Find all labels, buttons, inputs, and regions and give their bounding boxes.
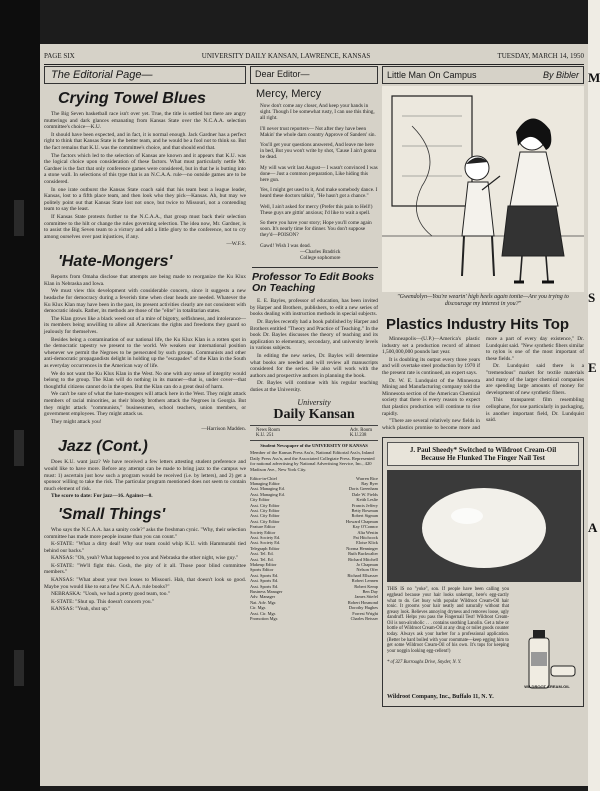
staff-person: Eloise Klick: [356, 540, 378, 546]
news-room-label: News Room: [256, 427, 280, 433]
article-body: [250, 298, 378, 393]
paragraph: Minneapolis—(U.P.)—America's plastic industry set a production record of almost 1,500,000,000 pounds last year.: [382, 336, 480, 356]
paragraph: Besides being a contamination of our national life, the Ku Klux Klan is a rotten spot in the democratic tapestry we present to the world. We weaken our international position whenever we permit the Negroes to be persecuted by such groups. Communists and other anti-democratic propagandists delight in holding up the "escapades" of the Klan in the South as everyday occurrences in the American way of life.: [44, 336, 246, 369]
paragraph: If Kansas State protests further to the N.C.A.A., that group must back their selection committee to the hilt or change the rules governing selection. The idea now, Mr. Gardner, is to assist the Big Seven team to a victory and add a little glory to the conference, not to cry among ourselves over past injustices, if any.: [44, 213, 246, 240]
paragraph: KANSAS: "Yeah, shut up.": [51, 606, 111, 613]
letter-author: —Charles Bradrick: [300, 248, 341, 255]
article-body: [44, 527, 246, 613]
masthead: [250, 398, 378, 423]
paper-name: UNIVERSITY DAILY KANSAN, LAWRENCE, KANSAS: [201, 52, 371, 60]
paragraph: They might attack you!: [51, 418, 102, 425]
staff-role: Asst. City Editor: [250, 518, 280, 524]
poem-title: Mercy, Mercy: [256, 88, 322, 100]
poem-stanza: Well, I ain't asked for mercy (Prefer this pain to Hell!) These guys are gittin' anxious; I'd like to wait a spell.: [260, 203, 373, 216]
staff-person: Forrest Wright: [352, 610, 378, 616]
phone-numbers: [250, 425, 378, 441]
paragraph: It should have been expected, and in fact, it is normal enough. Jack Gardner has a perfect right to think that Kansas State is the better team, and he would be a fool not to think so. But the fact remains that K.U. was the committee's choice, and that should end that.: [44, 131, 246, 151]
article-headline: Professor To Edit Books On Teaching: [252, 267, 378, 294]
page-number: PAGE SIX: [44, 52, 75, 60]
ad-headline-line: Because He Flunked The Finger Nail Test: [421, 454, 545, 463]
paragraph: Dr. W. E. Lundquist of the Minnesota Mining and Manufacturing company told the Minnesota section of the American Chemical society that there is every reason to expect that plastics production will continue to rise rapidly.: [382, 377, 480, 417]
staff-person: Robert Kemp: [354, 583, 378, 589]
adjacent-page-edge: [588, 0, 600, 791]
poem-stanza: My will was writ last August— I wasn't convinced I was done— Just a common preparation, Like hiding this here gun.: [260, 164, 378, 184]
article-headline: Crying Towel Blues: [58, 90, 206, 107]
egg-illustration: [387, 470, 581, 582]
article-headline: 'Hate-Mongers': [58, 253, 173, 271]
staff-role: Asst. Society Ed.: [250, 540, 281, 546]
staff-role: Feature Editor: [250, 524, 276, 530]
staff-role: Cir. Mgr.: [250, 605, 266, 611]
staff-person: James Stiefel: [354, 594, 378, 600]
staff-role: Society Editor: [250, 529, 276, 535]
staff-person: Ben Day: [362, 589, 378, 595]
staff-role: Asst. Sports Ed.: [250, 583, 279, 589]
letters-column: [250, 66, 378, 784]
ad-headline-line: J. Paul Sheedy* Switched to Wildroot Cream-Oil: [409, 446, 557, 455]
staff-role: Telegraph Editor: [250, 545, 280, 551]
binding-hole: [14, 650, 24, 686]
product-bottle-icon: [525, 626, 577, 696]
staff-role: Asst. Sports Ed.: [250, 578, 279, 584]
article-body: [44, 459, 246, 500]
staff-role: Promotion Mgr.: [250, 616, 279, 622]
staff-person: Keith Leslie: [356, 497, 378, 503]
staff-person: Charles Beisser: [350, 616, 378, 622]
paragraph: We do not want the Ku Klux Klan in the West. No one with any sense of integrity would belong to the group. The Klan will do nothing in its manner—that is, under cover—that thoughtful citizens cannot do in the open. But the Klan can do a great deal of harm.: [44, 370, 246, 390]
staff-role: Asst. Managing Ed.: [250, 486, 285, 492]
adjacent-page-letter: S: [588, 290, 596, 305]
staff-role: Adv. Manager: [250, 594, 276, 600]
staff-person: Robert Sigman: [351, 513, 378, 519]
adjacent-page-letter: A: [588, 520, 598, 535]
staff-role: Sports Editor: [250, 567, 274, 573]
paragraph: In editing the new series, Dr. Bayles will determine what books are needed and will review all manuscripts considered for the series. He also will work with the authors and prospective authors in planning the book.: [250, 353, 378, 379]
page-header: [44, 52, 584, 64]
issue-date: TUESDAY, MARCH 14, 1950: [497, 52, 584, 60]
staff-role: Makeup Editor: [250, 562, 277, 568]
adv-room-phone: K.U.238: [349, 432, 367, 438]
article-body: [44, 111, 246, 240]
paragraph: K-STATE: "What a dirty deal! Why our team could whip K.U. with Hammurabi tied behind our backs.": [44, 541, 246, 554]
paragraph: Does K.U. want jazz? We have received a few letters attesting student preference and would like to have more. Before any attempt can be made to bring jazz to the campus we must: 1) ascertain just how such a program would be received (i.e. by letters), and 2) get a sponsor willing to take the risk. The particular program mentioned does not seem to contain much element of risk.: [44, 459, 246, 492]
staff-role: Asst. Sports Ed.: [250, 572, 279, 578]
masthead-university: University: [297, 397, 331, 407]
paragraph: K-STATE: "Shut up. This doesn't concern you.": [51, 598, 155, 605]
adv-room-label: Adv. Room: [349, 427, 372, 433]
adv-room: [350, 428, 372, 438]
staff-row: [250, 616, 378, 621]
ad-copy: THIS IS no "yoke", son. If people have been calling you egghead because your hair looks unkempt, here's egg-zactly what to do. Get busy with popular Wildroot Cream-Oil hair tonic. It grooms your hair neatly and naturally without that greasy look. Relieves annoying dryness and removes loose, ugly dandruff. Helps you pass the Fingernail Test! Wildroot Cream-Oil is non-alcoholic . . . contains soothing Lanolin. Get a tube or bottle of Wildroot Cream-Oil at any drug or toilet goods counter today. Always ask your barber for a professional application. (Better be hard boiled with your roommate—keep egging him to get some Wildroot Cream-Oil of his own. It's tops for keeping your noggin looking egg-cellent!): [387, 587, 509, 654]
staff-person: Alta Westin: [357, 529, 378, 535]
staff-role: Business Manager: [250, 589, 283, 595]
staff-role: Asst. City Editor: [250, 502, 280, 508]
poem-stanza: I'll never trust reporters— Not after they have been Makin' the whole darn country Approve of Sanders' sin.: [260, 125, 376, 138]
staff-person: Francis Jeffery: [351, 502, 378, 508]
letter-author-title: College sophomore: [300, 255, 341, 262]
staff-role: Nat. Adv. Mgr.: [250, 599, 277, 605]
newspaper-page: [40, 44, 588, 786]
staff-list: [250, 476, 378, 622]
product-label: WILDROOT CREAM-OIL: [524, 684, 570, 690]
masthead-info: Member of the Kansas Press Ass'n, National Editorial Ass'n, Inland Daily Press Ass'n, and the Associated Collegiate Press. Represented for national advertising by National Advertising Service, Inc., 420 Madison Ave., New York City.: [250, 450, 375, 472]
staff-person: Richard Ellsasser: [347, 572, 378, 578]
news-room-phone: K.U. 251: [256, 432, 274, 438]
paragraph: It is doubling its output every three years and will overtake steel production by 1970 if the present rate is continued, an expert says.: [382, 356, 480, 376]
staff-person: Warren Rice: [356, 475, 378, 481]
article-body: [44, 274, 246, 425]
paragraph: This transparent film resembling cellophane, for use particularly in packaging, is another important field, Dr. Lundquist said.: [486, 397, 584, 424]
article-signature: —Harrison Madden.: [201, 426, 246, 433]
staff-person: Betty Bowman: [351, 507, 378, 513]
masthead-tagline: Student Newspaper of the UNIVERSITY OF KANSAS: [260, 442, 368, 448]
paragraph: In one irate outburst the Kansas State coach said that his team beat a league leader, Kansas, lost to a fifth place team, and then look who they pick—Kansas. Ah, but may we politely point out that Kansas State lost not once, but twice to Missouri, not a contending team to say the least.: [44, 186, 246, 213]
binding-edge: [0, 0, 40, 791]
article-body: [382, 336, 584, 431]
article-signature: —W.F.S.: [226, 241, 246, 248]
staff-role: Asst. City Editor: [250, 513, 280, 519]
cartoon-header: [382, 66, 584, 84]
paragraph: Dr. Bayles recently had a book published by Harper and Brothers entitled "Theory and Practice of Teaching." In the book Dr. Bayles discusses the theory of teaching and its application to elementary, secondary, and university levels in various subjects.: [250, 319, 378, 352]
staff-role: Asst. Managing Ed.: [250, 491, 285, 497]
ad-headline: [387, 442, 579, 466]
news-room: [256, 428, 280, 438]
editorial-section-title: The Editorial Page—: [44, 66, 246, 84]
paragraph: KANSAS: "Oh, yeah? What happened to you and Nebraska the other night, wise guy.": [51, 555, 239, 562]
staff-role: Asst. Society Ed.: [250, 535, 281, 541]
adjacent-page-letter: M: [588, 70, 600, 85]
editorial-column: [44, 66, 246, 784]
staff-person: Kay O'Connor: [352, 524, 378, 530]
staff-person: Norma Henninger: [346, 545, 378, 551]
paragraph: The Klan grows like a black weed out of a mire of bigotry, selfishness, and intolerance—its members being unwilling to allow all Americans the rights and freedoms they guard so jealously for themselves.: [44, 315, 246, 336]
poem-stanza: So there you have your story; Hope you'll come again soon. It's nearly time for dinner. You don't suppose they'd—POISON?: [260, 220, 372, 239]
paragraph: NEBRASKA: "Uouh, we had a pretty good team, too.": [51, 591, 170, 598]
poem-stanza: Yes, I might get used to it, And make somebody dance. I heard these doctors talkin', "He hasn't got a chance.": [260, 187, 378, 200]
staff-person: Ruth Buckwalter: [348, 551, 378, 557]
staff-role: Editor-in-Chief: [250, 475, 277, 481]
poem-stanza: You'll get your questions answered, And leave me here in bed, But you won't write by shot, 'Cause I ain't gonna be dead.: [260, 142, 377, 161]
staff-person: Richard Mitchell: [348, 556, 378, 562]
binding-hole: [14, 430, 24, 466]
paragraph: The Big Seven basketball race isn't over yet. True, the title is settled but there are angry mutterings and dark glances emanating from Kansas State over the N.C.A.A. selection committee's choice—K.U.: [44, 111, 246, 131]
cartoon-drawing: [382, 86, 584, 292]
ad-address: * of 327 Burroughs Drive, Snyder, N. Y.: [387, 660, 462, 666]
ad-footer: Wildroot Company, Inc., Buffalo 11, N. Y.: [387, 694, 494, 701]
staff-role: Asst. City Editor: [250, 507, 280, 513]
paragraph: KANSAS: "What about your two losses to Missouri. Hah, that doesn't look so good. Maybe you would like to eat a few N.C.A.A. rule books?": [44, 577, 246, 590]
paragraph: Dr. Bayles will continue with his regular teaching duties at the University.: [250, 380, 378, 393]
cartoon-illustration: [382, 86, 584, 292]
poem: [250, 103, 378, 261]
staff-role: Managing Editor: [250, 480, 280, 486]
staff-role: Asst. Cir. Mgr.: [250, 610, 276, 616]
staff-person: Ray Byer: [361, 480, 378, 486]
staff-person: Pat Hitchcock: [353, 535, 378, 541]
article-headline: 'Small Things': [58, 505, 166, 523]
paragraph: "There are several relatively new fields in which plastics promise to become more and more a part of every day existence," Dr. Lundquist said. "New synthetic fibers similar to nylon is one of the most important of these fields.": [382, 336, 584, 431]
paragraph: K-STATE: "We'll fight this. Gosh, the pity of it all. Those poor blind committee members.": [44, 562, 246, 576]
paragraph: Who says the N.C.A.A. has a sanity code?" asks the freshman cynic. "Why, their selection committee has made more people insane than you can count.": [44, 526, 246, 540]
adjacent-page-letter: E: [588, 360, 597, 375]
staff-role: City Editor: [250, 497, 270, 503]
staff-person: Dale W. Fields: [352, 491, 378, 497]
paragraph: E. E. Bayles, professor of education, has been invited by Harper and Brothers, publishers, to edit a new series of books dealing with instruction methods in special subjects.: [250, 298, 378, 318]
paragraph: Reports from Omaha disclose that attempts are being made to reorganize the Ku Klux Klan in Nebraska and Iowa.: [44, 274, 246, 287]
staff-person: Doris Greenham: [348, 486, 378, 492]
staff-person: Howard Chapman: [345, 518, 378, 524]
paragraph: We can't be sure of what the hate-mongers will attack here in the West. They might attack members of racial minorities, as their bloody brothers attack the Negroes in Georgia. But they might attack "communists," businessmen, school teachers, union members, or government employees. They might attack us.: [44, 391, 246, 418]
letters-section-title: Dear Editor—: [250, 66, 378, 84]
right-column: [382, 66, 584, 784]
ad-photo: [387, 470, 579, 582]
header-rule: [44, 64, 584, 65]
staff-person: Robert Hosmond: [347, 599, 378, 605]
staff-role: Asst. Tel. Ed.: [250, 551, 274, 557]
wildroot-advertisement: [382, 437, 584, 707]
staff-person: Nelson Ofer: [356, 567, 378, 573]
masthead-title: Daily Kansan: [273, 406, 355, 422]
staff-person: Dorothy Hughes: [348, 605, 378, 611]
binding-hole: [14, 200, 24, 236]
staff-person: Robert Lennen: [351, 578, 378, 584]
letter-closing: Gawd! Wish I was dead.: [260, 242, 311, 249]
cartoon-byline: By Bibler: [542, 70, 579, 80]
paragraph: We must view this development with considerable concern, since it suggests a new headache for democracy during a feverish time when clear heads are needed. Whatever the Ku Klux Klan may have been in the past, its present activities clearly are not consistent with democratic ideals. Rather, its methods are those of the "elite" in totalitarian states.: [44, 288, 246, 315]
cartoon-title: Little Man On Campus: [387, 70, 477, 80]
paragraph: Dr. Lundquist said there is a "tremendous" market for textile materials and many of the larger chemical companies are spending large amounts of money for development of new synthetic fibers.: [486, 363, 584, 396]
paragraph: The score to date: For jazz—16. Against—0.: [51, 493, 153, 500]
article-headline: Plastics Industry Hits Top: [386, 316, 570, 333]
cartoon-caption: "Gwendolyn—You're wearin' high heels again tonite—Are you trying to discourage my interest in you?": [397, 294, 569, 307]
staff-role: Asst. Tel. Ed.: [250, 556, 274, 562]
article-headline: Jazz (Cont.): [58, 438, 148, 456]
staff-person: Jo Chapman: [356, 562, 378, 568]
poem-stanza: Now don't come any closer, And keep your hands in sight. Though I be somewhat rusty, I can use this thing, all right.: [260, 103, 375, 122]
paragraph: The factors which led to the selection of Kansas are known and it appears that K.U. was the logical choice upon consideration of these factors. What must particularly nettle Mr. Gardner is the fact that only conference games were considered, but in that he is butting into a stone wall. In selections of this type that is an N.C.A.A. rule—no outside games are to be considered.: [44, 152, 246, 185]
